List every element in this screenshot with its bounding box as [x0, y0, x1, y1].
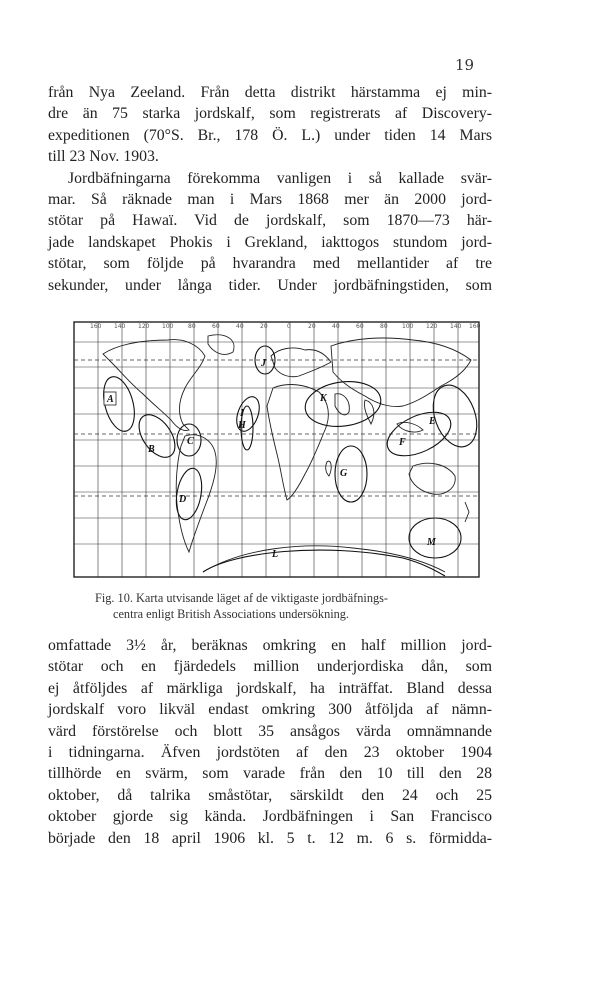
- zone-label-d: D: [179, 494, 187, 505]
- tick-label: 20: [260, 323, 268, 330]
- caption-line: centra enligt British Associations undersökning.: [113, 607, 350, 621]
- zone-label-m: M: [427, 537, 436, 548]
- text-line: dre än 75 starka jordskalf, som registrerats af Discovery-: [48, 105, 492, 123]
- world-map-figure: [73, 316, 481, 582]
- text-line: stötar, som följde på hvarandra med mellantider af tre: [48, 255, 492, 273]
- zone-label-j: J: [261, 358, 266, 369]
- tick-label: 80: [380, 323, 388, 330]
- tick-label: 140: [114, 323, 126, 330]
- tick-label: 40: [332, 323, 340, 330]
- earthquake-centres-map: [73, 316, 481, 582]
- text-line: till 23 Nov. 1903.: [48, 148, 159, 166]
- text-line: jordskalf voro likväl endast omkring 300 åtföljda af nämn-: [48, 701, 492, 719]
- text-line: sekunder, under långa tider. Under jordbäfningstiden, som: [48, 276, 492, 294]
- tick-label: 60: [212, 323, 220, 330]
- tick-label: 0: [287, 323, 291, 330]
- tick-label: 40: [236, 323, 244, 330]
- tick-label: 20: [308, 323, 316, 330]
- zone-label-i: I: [240, 408, 244, 419]
- zone-label-c: C: [187, 436, 194, 447]
- zone-label-g: G: [340, 468, 348, 479]
- paragraph-bottom: [48, 635, 492, 849]
- figure-caption: [95, 590, 495, 622]
- text-line: jade landskapet Phokis i Grekland, iakttogos stundom jord-: [48, 233, 492, 251]
- caption-line: Fig. 10. Karta utvisande läget af de viktigaste jordbäfnings-: [95, 591, 388, 605]
- tick-label: 160: [469, 323, 481, 330]
- zone-label-f: F: [399, 437, 406, 448]
- text-line: oktober, då talrika småstötar, särskildt den 24 och 25: [48, 786, 492, 804]
- text-line: från Nya Zeeland. Från detta distrikt härstamma ej min-: [48, 84, 492, 101]
- zone-label-h: H: [238, 420, 246, 431]
- text-line: ej åtföljdes af märkliga jordskalf, ha inträffat. Bland dessa: [48, 679, 492, 697]
- zone-label-e: E: [429, 416, 436, 427]
- paragraph-top: [48, 82, 492, 296]
- tick-label: 120: [138, 323, 150, 330]
- zone-label-k: K: [320, 393, 327, 404]
- tick-label: 160: [90, 323, 102, 330]
- text-line: började den 18 april 1906 kl. 5 t. 12 m. 6 s. förmidda-: [48, 829, 492, 847]
- text-line: Jordbäfningarna förekomma vanligen i så kallade svär-: [68, 169, 492, 187]
- tick-label: 80: [188, 323, 196, 330]
- text-line: tillhörde en svärm, som varade från den 10 till den 28: [48, 765, 492, 783]
- tick-label: 100: [162, 323, 174, 330]
- tick-label: 140: [450, 323, 462, 330]
- zone-label-a: A: [107, 394, 114, 405]
- text-line: expeditionen (70°S. Br., 178 Ö. L.) under tiden 14 Mars: [48, 126, 492, 144]
- text-line: stötar på Hawaï. Vid de jordskalf, som 1870—73 här-: [48, 212, 492, 230]
- text-line: värd förstörelse och blott 35 ansågos värda omnämnande: [48, 722, 492, 740]
- text-line: mar. Så räknade man i Mars 1868 mer än 2000 jord-: [48, 191, 492, 209]
- tick-label: 100: [402, 323, 414, 330]
- zone-label-l: L: [272, 549, 279, 560]
- zone-label-b: B: [148, 444, 155, 455]
- tick-label: 60: [356, 323, 364, 330]
- text-line: stötar och en fjärdedels million underjordiska dån, som: [48, 658, 492, 676]
- text-line: omfattade 3½ år, beräknas omkring en half million jord-: [48, 637, 492, 654]
- page-number: 19: [455, 56, 475, 74]
- tick-label: 120: [426, 323, 438, 330]
- text-line: oktober gjorde sig kända. Jordbäfningen i San Francisco: [48, 808, 492, 826]
- text-line: i tidningarna. Äfven jordstöten af den 23 oktober 1904: [48, 744, 492, 762]
